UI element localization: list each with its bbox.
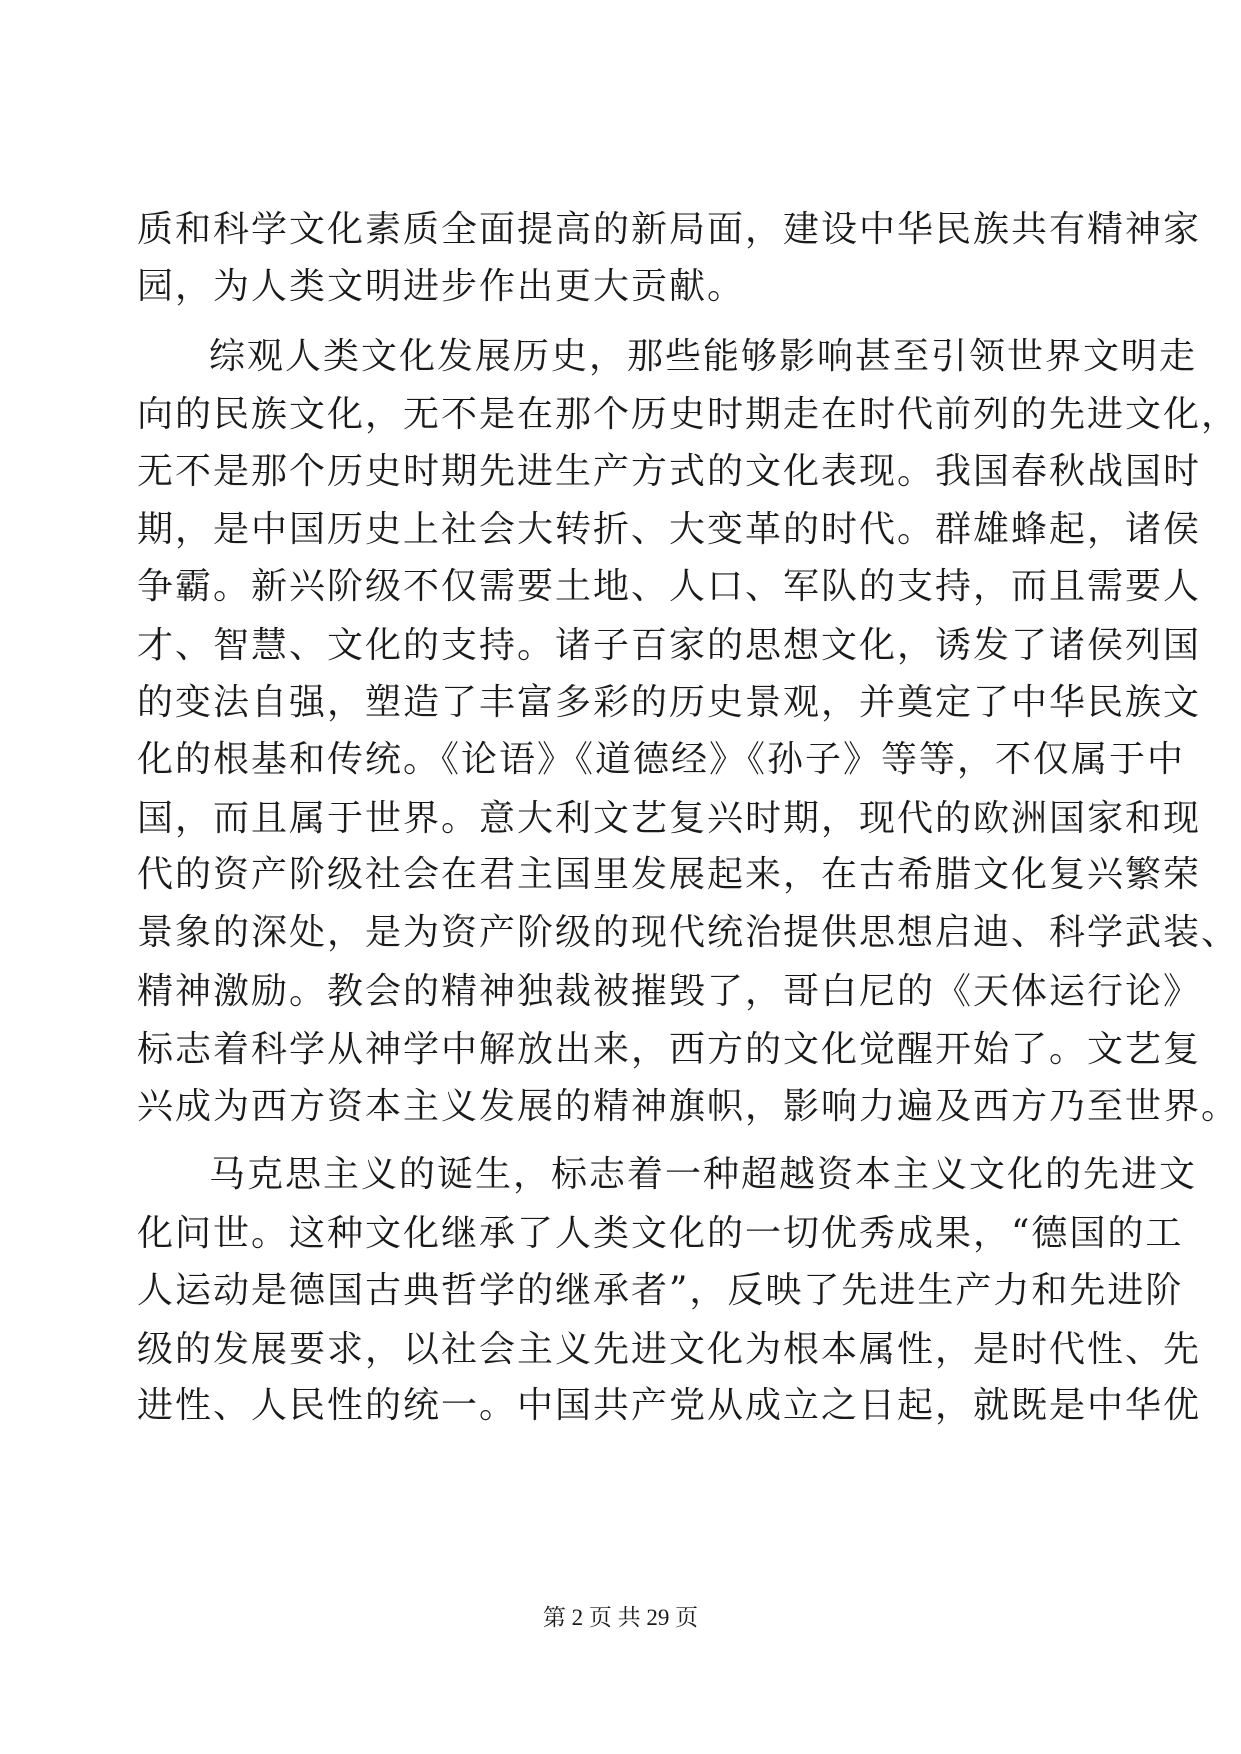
- text-line: 的变法自强，塑造了丰富多彩的历史景观，并奠定了中华民族文: [137, 682, 1202, 723]
- text-line: 化的根基和传统。《论语》《道德经》《孙子》等等，不仅属于中: [137, 739, 1186, 780]
- text-line: 质和科学文化素质全面提高的新局面，建设中华民族共有精神家: [137, 209, 1202, 250]
- text-line: 进性、人民性的统一。中国共产党从成立之日起，就既是中华优: [137, 1385, 1202, 1426]
- text-line: 无不是那个历史时期先进生产方式的文化表现。我国春秋战国时: [137, 451, 1202, 492]
- text-line: 综观人类文化发展历史，那些能够影响甚至引领世界文明走: [209, 336, 1198, 377]
- text-line: 期，是中国历史上社会大转折、大变革的时代。群雄蜂起，诸侯: [137, 509, 1202, 550]
- text-line: 人运动是德国古典哲学的继承者”，反映了先进生产力和先进阶: [137, 1270, 1184, 1311]
- text-line: 级的发展要求，以社会主义先进文化为根本属性，是时代性、先: [137, 1329, 1202, 1370]
- page-footer: [0, 1604, 1241, 1632]
- text-line: 标志着科学从神学中解放出来，西方的文化觉醒开始了。文艺复: [137, 1029, 1202, 1070]
- text-line: 景象的深处，是为资产阶级的现代统治提供思想启迪、科学武装、: [137, 912, 1240, 953]
- text-line: 马克思主义的诞生，标志着一种超越资本主义文化的先进文: [209, 1154, 1198, 1195]
- text-line: 兴成为西方资本主义发展的精神旗帜，影响力遍及西方乃至世界。: [137, 1086, 1240, 1127]
- text-line: 代的资产阶级社会在君主国里发展起来，在古希腊文化复兴繁荣: [137, 854, 1202, 895]
- text-line: 才、智慧、文化的支持。诸子百家的思想文化，诱发了诸侯列国: [137, 625, 1202, 666]
- text-line: 国，而且属于世界。意大利文艺复兴时期，现代的欧洲国家和现: [137, 798, 1202, 839]
- text-line: 精神激励。教会的精神独裁被摧毁了，哥白尼的《天体运行论》: [137, 971, 1202, 1012]
- page-number-label: 第 2 页 共 29 页: [542, 1605, 699, 1630]
- text-line: 化问世。这种文化继承了人类文化的一切优秀成果，“德国的工: [137, 1213, 1184, 1254]
- text-line: 争霸。新兴阶级不仅需要土地、人口、军队的支持，而且需要人: [137, 566, 1202, 607]
- text-line: 园，为人类文明进步作出更大贡献。: [137, 266, 746, 307]
- text-line: 向的民族文化，无不是在那个历史时期走在时代前列的先进文化，: [137, 394, 1240, 435]
